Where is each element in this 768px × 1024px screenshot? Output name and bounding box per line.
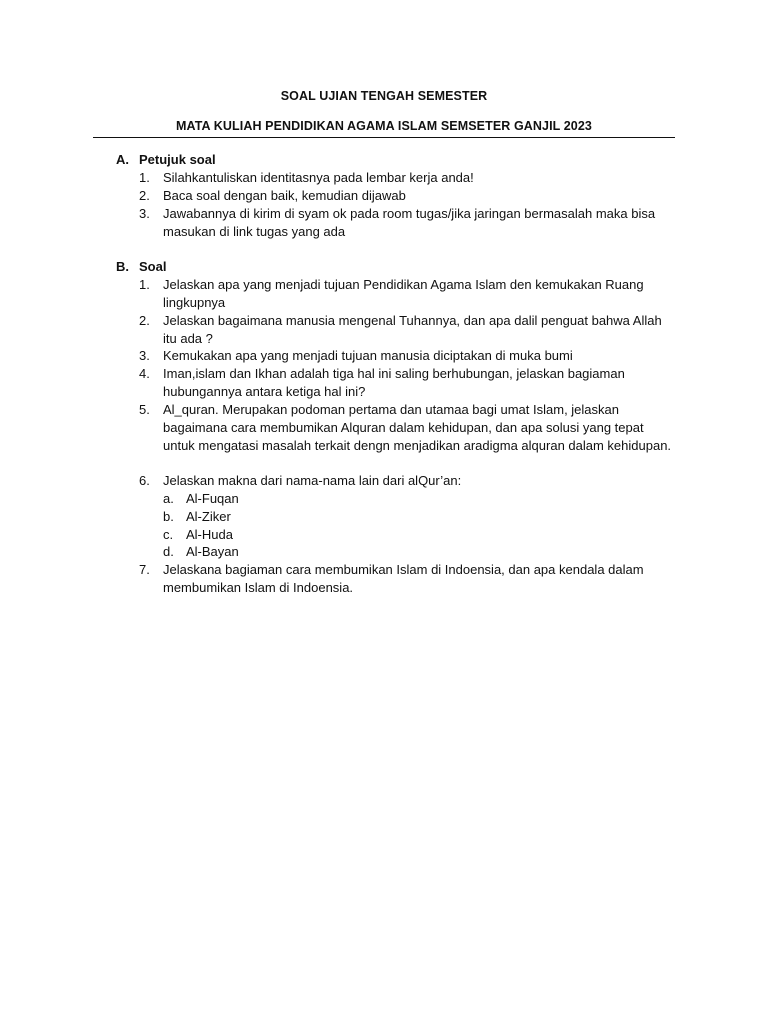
page-title: SOAL UJIAN TENGAH SEMESTER: [280, 89, 488, 103]
list-item-text: Jawabannya di kirim di syam ok pada room tugas/jika jaringan bermasalah maka bisa masukan di link tugas yang ada: [163, 206, 656, 239]
sub-list-item-text: Al-Fuqan: [186, 491, 239, 506]
list-item-text: Al_quran. Merupakan podoman pertama dan utamaa bagi umat Islam, jelaskan bagaimana cara membumikan Alquran dalam kehidupan, dan apa solusi yang tepat untuk mengatasi masalah terkait dengn menjadikan aradigma alquran dalam kehidupan.: [163, 402, 672, 453]
list-item-number: 3.: [139, 206, 150, 221]
list-item-text: Jelaskan apa yang menjadi tujuan Pendidikan Agama Islam den kemukakan Ruang lingkupnya: [163, 277, 644, 310]
sub-list-item-letter: b.: [163, 509, 174, 524]
page-subtitle: MATA KULIAH PENDIDIKAN AGAMA ISLAM SEMSETER GANJIL 2023: [176, 119, 592, 133]
sub-list-item-text: Al-Huda: [186, 527, 233, 542]
list-item-text: Iman,islam dan Ikhan adalah tiga hal ini saling berhubungan, jelaskan bagiaman hubungannya antara ketiga hal ini?: [163, 366, 625, 399]
list-item-number: 3.: [139, 348, 150, 363]
list-item-number: 4.: [139, 366, 150, 381]
sub-list-item-letter: d.: [163, 544, 174, 559]
list-item-text: Silahkantuliskan identitasnya pada lembar kerja anda!: [163, 170, 474, 185]
sub-list-item-letter: c.: [163, 527, 174, 542]
list-item-number: 1.: [139, 170, 150, 185]
section-b-label: Soal: [139, 259, 167, 274]
list-item-text: Kemukakan apa yang menjadi tujuan manusia diciptakan di muka bumi: [163, 348, 573, 363]
list-item-number: 1.: [139, 277, 150, 292]
section-b-letter: B.: [116, 259, 129, 274]
list-item-number: 6.: [139, 473, 150, 488]
section-a-letter: A.: [116, 152, 129, 167]
list-item-number: 5.: [139, 402, 150, 417]
list-item-text: Jelaskana bagiaman cara membumikan Islam di Indoensia, dan apa kendala dalam membumikan Islam di Indoensia.: [163, 562, 644, 595]
list-item-number: 7.: [139, 562, 150, 577]
header-divider: [93, 137, 675, 138]
list-item-number: 2.: [139, 313, 150, 328]
sub-list-item-text: Al-Ziker: [186, 509, 231, 524]
list-item-number: 2.: [139, 188, 150, 203]
list-item-text: Baca soal dengan baik, kemudian dijawab: [163, 188, 406, 203]
sub-list-item-text: Al-Bayan: [186, 544, 239, 559]
sub-list-item-letter: a.: [163, 491, 174, 506]
section-a-label: Petujuk soal: [139, 152, 216, 167]
list-item-text: Jelaskan makna dari nama-nama lain dari alQur’an:: [163, 473, 462, 488]
list-item-text: Jelaskan bagaimana manusia mengenal Tuhannya, dan apa dalil penguat bahwa Allah itu ada ?: [163, 313, 662, 346]
